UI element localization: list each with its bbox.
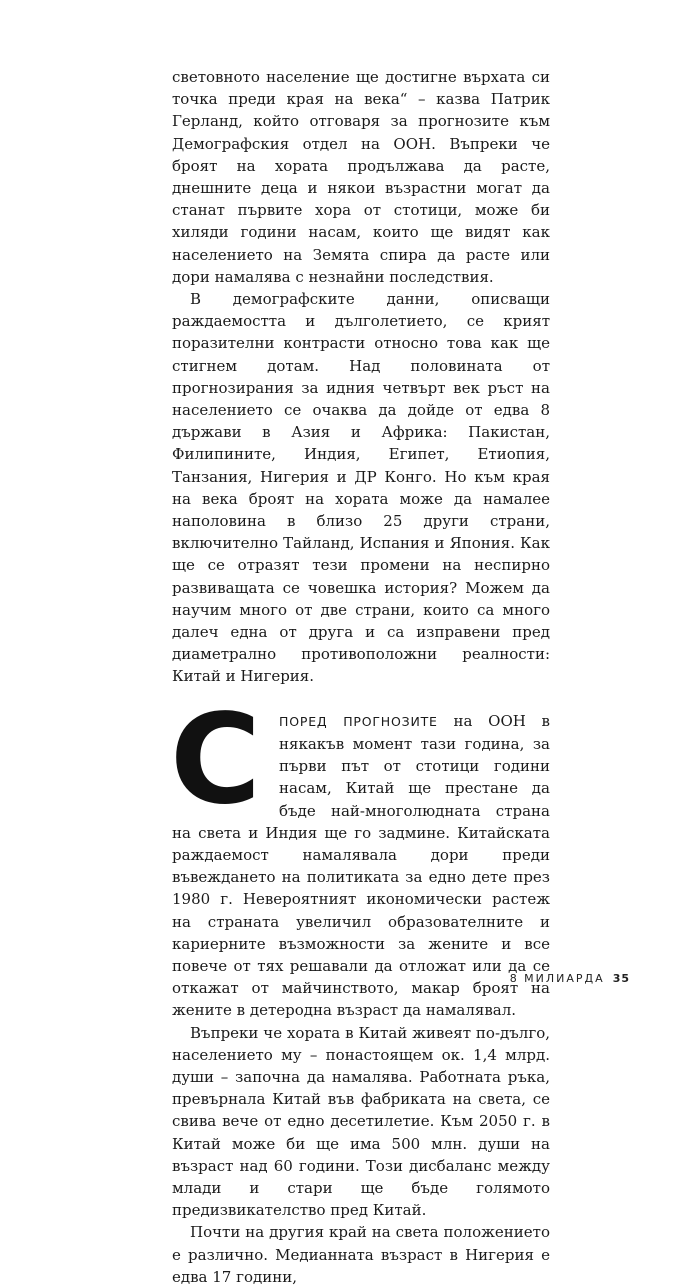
section-lead-paragraph	[170, 687, 550, 1022]
article-body	[172, 66, 550, 1288]
paragraph: В демографските данни, описващи раждаемостта и дълголетието, се крият поразителни контрасти относно това как ще стигнем дотам. Над половината от прогнозирания за идния четвърт век ръст на населението се очаква да дойде от едва 8 държави в Азия и Африка: Пакистан, Филипините, Индия, Египет, Етиопия, Танзания, Нигерия и ДР Конго. Но към края на века броят на хората може да намалее наполовина в близо 25 други страни, включително Тайланд, Испания и Япония. Как ще се отразят тези промени на неспирно развиващата се човешка история? Можем да научим много от две страни, които са много далеч една от друга и са изправени пред диаметрално противоположни реалности: Китай и Нигерия.	[172, 290, 550, 686]
paragraph: Почти на другия край на света положението е различно. Медианната възраст в Нигерия е едва 17 години,	[172, 1223, 550, 1286]
running-head: 8 МИЛИАРДА	[509, 972, 605, 985]
drop-cap: С	[170, 687, 262, 832]
lead-in-text: ПОРЕД ПРОГНОЗИТЕ	[279, 713, 438, 729]
page-number: 35	[612, 972, 630, 985]
lead-paragraph-text: на ООН в някакъв момент тази година, за първи път от стотици години насам, Китай ще престане да бъде най-многолюдната страна на света и Индия ще го задмине. Китайската раждаемост намалявала дори преди въвеждането на политиката за едно дете през 1980 г. Невероятният икономически растеж на страната увеличил образователните и кариерните възможности за жените и все повече от тях решавали да отложат или да се откажат от майчинството, макар броят на жените в детеродна възраст да намалявал.	[172, 711, 550, 1020]
page-footer	[500, 972, 630, 985]
paragraph: световното население ще достигне върхата си точка преди края на века“ – казва Патрик Герланд, който отговаря за прогнозите към Демографския отдел на ООН. Въпреки че броят на хората продължава да расте, днешните деца и някои възрастни могат да станат първите хора от стотици, може би хиляди години насам, които ще видят как населението на Земята спира да расте или дори намалява с незнайни последствия.	[172, 68, 550, 286]
paragraph: Въпреки че хората в Китай живеят по-дълго, населението му – понастоящем ок. 1,4 млрд. души – започна да намалява. Работната ръка, превърнала Китай във фабриката на света, се свива вече от едно десетилетие. Към 2050 г. в Китай може би ще има 500 млн. души на възраст над 60 години. Този дисбаланс между млади и стари ще бъде голямото предизвикателство пред Китай.	[172, 1023, 550, 1220]
